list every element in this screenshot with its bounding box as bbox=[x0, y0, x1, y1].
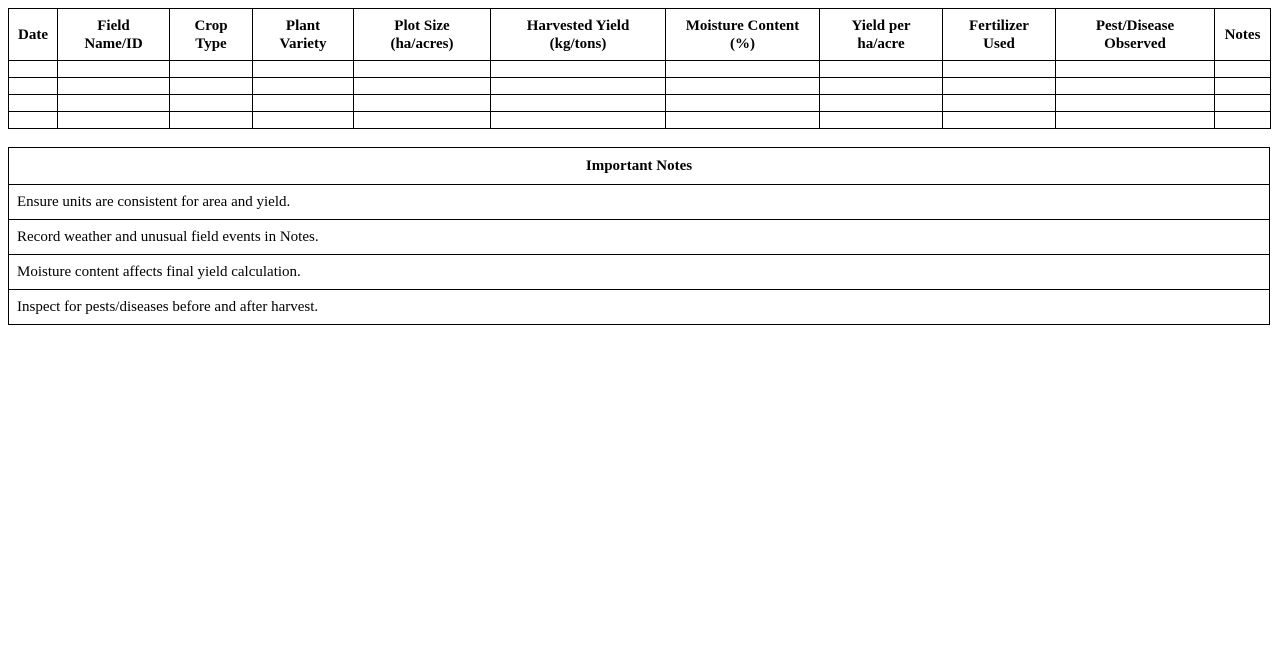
notes-row bbox=[9, 290, 1270, 325]
table-cell bbox=[58, 78, 170, 95]
column-header-date bbox=[9, 9, 58, 61]
column-header-crop-type bbox=[170, 9, 253, 61]
table-cell bbox=[491, 61, 666, 78]
header-line: Yield per bbox=[851, 17, 911, 34]
column-header-fertilizer-used bbox=[943, 9, 1056, 61]
header-line: Field bbox=[97, 17, 130, 34]
table-cell bbox=[9, 78, 58, 95]
header-line: Plot Size bbox=[394, 17, 450, 34]
important-notes-table bbox=[8, 147, 1270, 325]
table-row bbox=[9, 78, 1271, 95]
column-header-moisture-content bbox=[666, 9, 820, 61]
table-cell bbox=[170, 61, 253, 78]
table-cell bbox=[9, 112, 58, 129]
header-line: (kg/tons) bbox=[549, 35, 607, 52]
table-row bbox=[9, 61, 1271, 78]
column-header-field-name bbox=[58, 9, 170, 61]
table-cell bbox=[491, 95, 666, 112]
table-cell bbox=[820, 95, 943, 112]
table-cell bbox=[170, 78, 253, 95]
table-cell bbox=[820, 61, 943, 78]
header-line: (ha/acres) bbox=[390, 35, 454, 52]
table-cell bbox=[491, 78, 666, 95]
header-line: Fertilizer bbox=[969, 17, 1029, 34]
header-line: Notes bbox=[1224, 26, 1261, 43]
table-cell bbox=[820, 78, 943, 95]
table-row bbox=[9, 95, 1271, 112]
header-line: Type bbox=[195, 35, 227, 52]
table-cell bbox=[666, 61, 820, 78]
notes-header-row bbox=[9, 148, 1270, 185]
column-header-yield-per-area bbox=[820, 9, 943, 61]
note-item: Record weather and unusual field events in Notes. bbox=[9, 220, 1270, 255]
table-cell bbox=[354, 78, 491, 95]
notes-row bbox=[9, 255, 1270, 290]
table-cell bbox=[354, 112, 491, 129]
table-body bbox=[9, 61, 1271, 129]
note-item: Moisture content affects final yield calculation. bbox=[9, 255, 1270, 290]
column-header-harvested-yield bbox=[491, 9, 666, 61]
table-cell bbox=[1056, 112, 1215, 129]
table-cell bbox=[253, 78, 354, 95]
table-cell bbox=[253, 112, 354, 129]
notes-title: Important Notes bbox=[9, 148, 1270, 185]
table-cell bbox=[1215, 78, 1271, 95]
harvest-log-table bbox=[8, 8, 1271, 129]
header-line: Variety bbox=[279, 35, 327, 52]
notes-row bbox=[9, 185, 1270, 220]
table-cell bbox=[1215, 95, 1271, 112]
header-line: Pest/Disease bbox=[1095, 17, 1175, 34]
table-cell bbox=[354, 61, 491, 78]
header-line: ha/acre bbox=[857, 35, 905, 52]
table-cell bbox=[820, 112, 943, 129]
table-cell bbox=[253, 61, 354, 78]
table-row bbox=[9, 112, 1271, 129]
header-line: Observed bbox=[1104, 35, 1166, 52]
table-cell bbox=[1056, 95, 1215, 112]
table-cell bbox=[943, 95, 1056, 112]
header-line: Date bbox=[18, 26, 48, 43]
header-line: Crop bbox=[194, 17, 228, 34]
header-line: Used bbox=[983, 35, 1015, 52]
header-line: Moisture Content bbox=[685, 17, 800, 34]
column-header-pest-disease bbox=[1056, 9, 1215, 61]
table-cell bbox=[253, 95, 354, 112]
table-cell bbox=[58, 95, 170, 112]
column-header-notes bbox=[1215, 9, 1271, 61]
table-header-row bbox=[9, 9, 1271, 61]
table-cell bbox=[58, 61, 170, 78]
table-cell bbox=[58, 112, 170, 129]
table-cell bbox=[666, 95, 820, 112]
table-cell bbox=[943, 78, 1056, 95]
table-cell bbox=[943, 112, 1056, 129]
table-cell bbox=[9, 61, 58, 78]
table-cell bbox=[9, 95, 58, 112]
table-cell bbox=[354, 95, 491, 112]
column-header-plant-variety bbox=[253, 9, 354, 61]
table-cell bbox=[1215, 112, 1271, 129]
header-line: Plant bbox=[285, 17, 321, 34]
table-cell bbox=[666, 78, 820, 95]
table-cell bbox=[170, 112, 253, 129]
table-cell bbox=[170, 95, 253, 112]
header-line: (%) bbox=[730, 35, 755, 52]
table-cell bbox=[1056, 78, 1215, 95]
notes-row bbox=[9, 220, 1270, 255]
table-cell bbox=[491, 112, 666, 129]
table-cell bbox=[1056, 61, 1215, 78]
table-cell bbox=[943, 61, 1056, 78]
note-item: Inspect for pests/diseases before and after harvest. bbox=[9, 290, 1270, 325]
header-line: Harvested Yield bbox=[526, 17, 630, 34]
table-cell bbox=[666, 112, 820, 129]
note-item: Ensure units are consistent for area and yield. bbox=[9, 185, 1270, 220]
table-cell bbox=[1215, 61, 1271, 78]
page-content bbox=[8, 8, 1270, 325]
header-line: Name/ID bbox=[84, 35, 143, 52]
column-header-plot-size bbox=[354, 9, 491, 61]
